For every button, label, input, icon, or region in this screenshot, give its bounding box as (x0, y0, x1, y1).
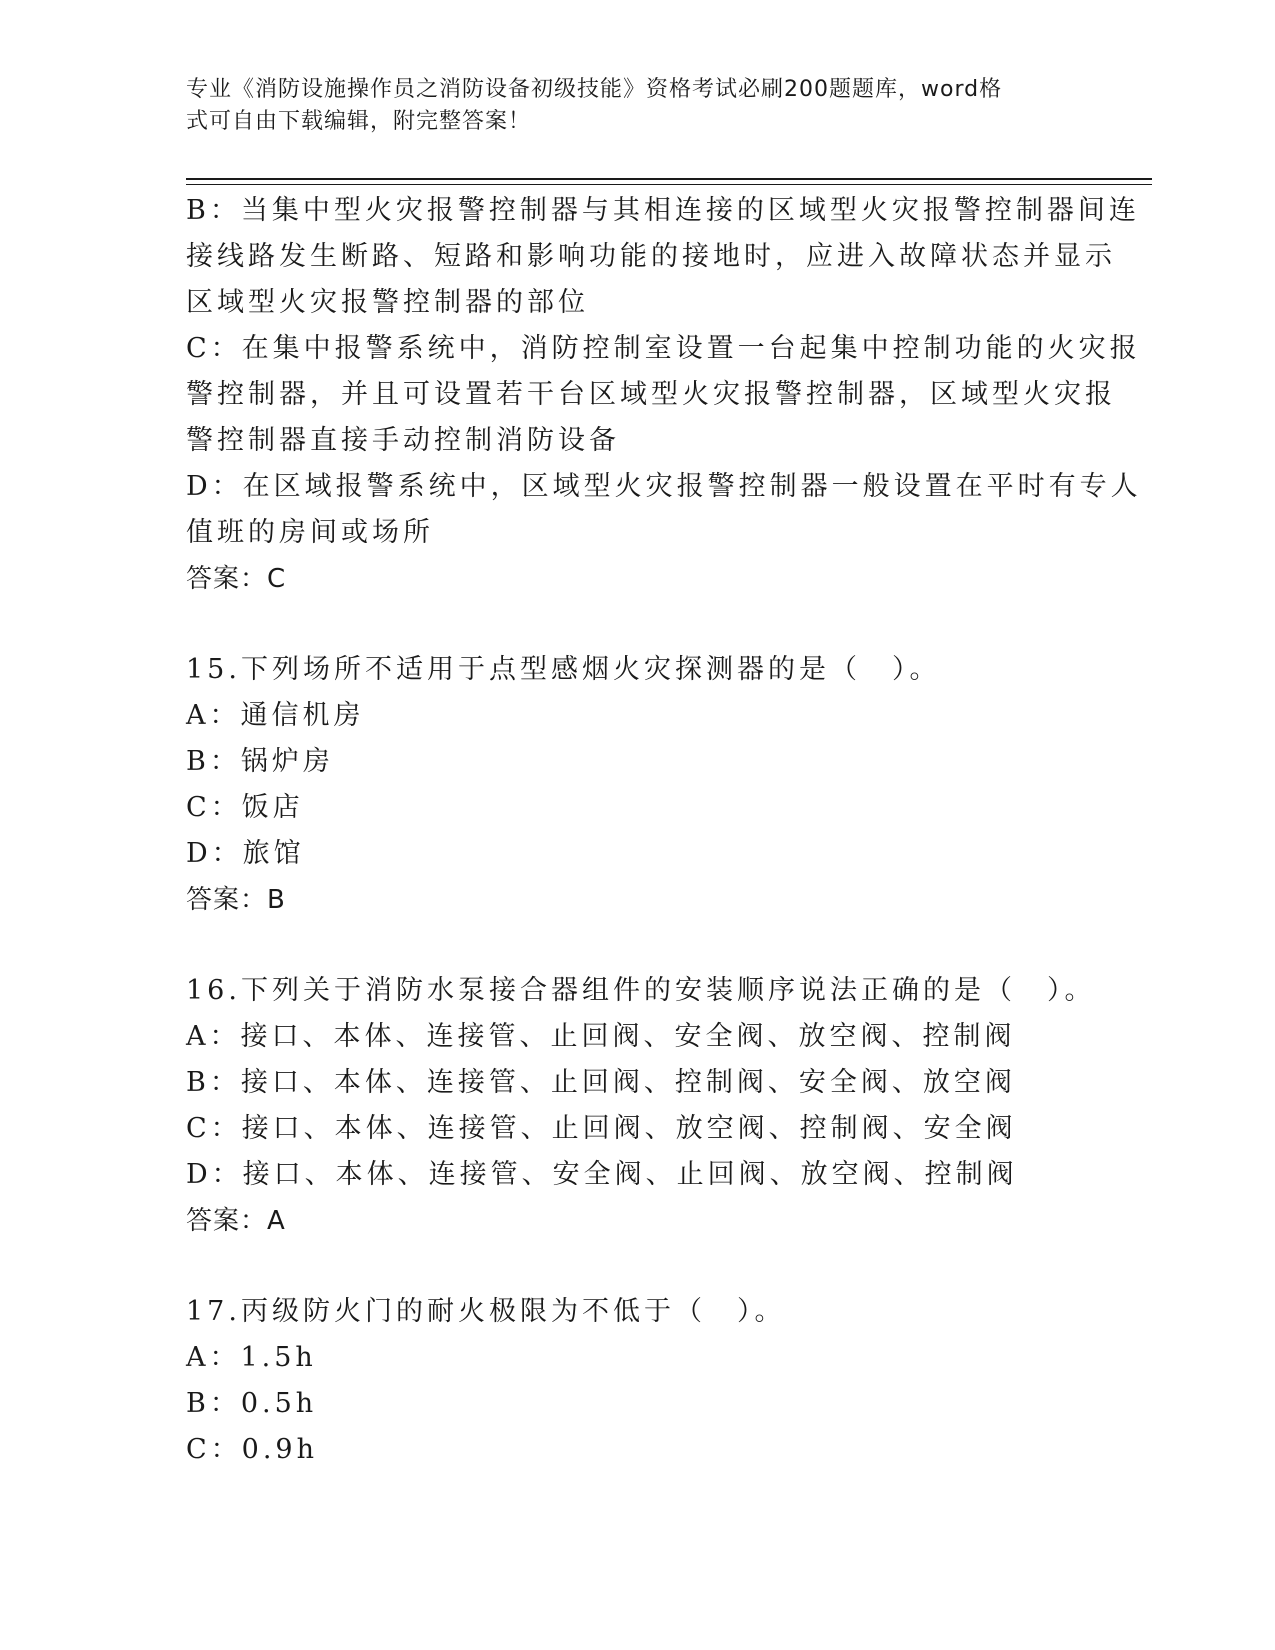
option-d-line-1: D：在区域报警系统中，区域型火灾报警控制器一般设置在平时有专人 (186, 471, 1142, 502)
header-line-2: 式可自由下载编辑，附完整答案！ (186, 109, 532, 134)
option-b-line-3: 区域型火灾报警控制器的部位 (186, 287, 589, 318)
option-b-line-1: B：当集中型火灾报警控制器与其相连接的区域型火灾报警控制器间连 (186, 195, 1140, 226)
document-body (186, 188, 1142, 1473)
question-stem: 17.丙级防火门的耐火极限为不低于（ ）。 (186, 1296, 786, 1327)
option-d: D：旅馆 (186, 838, 305, 869)
option-b: B：锅炉房 (186, 746, 334, 777)
question-16 (186, 968, 1096, 1244)
option-c-line-1: C：在集中报警系统中，消防控制室设置一台起集中控制功能的火灾报 (186, 333, 1141, 364)
option-c: C：饭店 (186, 792, 304, 823)
answer: 答案：B (186, 885, 286, 915)
page-header (186, 74, 1076, 138)
option-d-line-2: 值班的房间或场所 (186, 517, 434, 548)
option-b-line-2: 接线路发生断路、短路和影响功能的接地时，应进入故障状态并显示 (186, 241, 1116, 272)
header-line-1: 专业《消防设施操作员之消防设备初级技能》资格考试必刷200题题库，word格 (186, 77, 1003, 102)
option-d: D：接口、本体、连接管、安全阀、止回阀、放空阀、控制阀 (186, 1159, 1018, 1190)
header-divider-thick (186, 178, 1152, 180)
option-b: B：接口、本体、连接管、止回阀、控制阀、安全阀、放空阀 (186, 1067, 1016, 1098)
question-17 (186, 1289, 1086, 1473)
option-c: C：接口、本体、连接管、止回阀、放空阀、控制阀、安全阀 (186, 1113, 1017, 1144)
answer: 答案：A (186, 1206, 286, 1236)
option-b: B：0.5h (186, 1388, 318, 1419)
question-stem: 15.下列场所不适用于点型感烟火灾探测器的是（ ）。 (186, 654, 941, 685)
option-c: C：0.9h (186, 1434, 318, 1465)
header-divider-thin (186, 184, 1152, 185)
question-stem: 16.下列关于消防水泵接合器组件的安装顺序说法正确的是（ ）。 (186, 975, 1096, 1006)
question-14-tail (186, 188, 1142, 602)
option-c-line-2: 警控制器，并且可设置若干台区域型火灾报警控制器，区域型火灾报 (186, 379, 1116, 410)
option-c-line-3: 警控制器直接手动控制消防设备 (186, 425, 620, 456)
option-a: A：1.5h (186, 1342, 317, 1373)
option-a: A：通信机房 (186, 700, 365, 731)
option-a: A：接口、本体、连接管、止回阀、安全阀、放空阀、控制阀 (186, 1021, 1016, 1052)
question-15 (186, 647, 1086, 923)
answer: 答案：C (186, 564, 287, 594)
